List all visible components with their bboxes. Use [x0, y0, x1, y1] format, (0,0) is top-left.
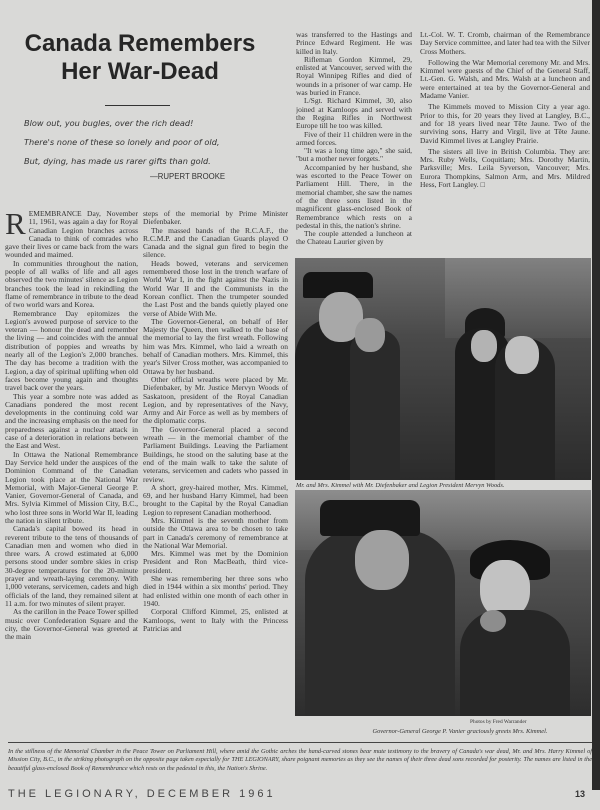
- caption-divider: [8, 742, 592, 743]
- photo2-caption: Governor-General George P. Vanier graciously greets Mrs. Kimmel.: [372, 728, 548, 735]
- paragraph: Other official wreaths were placed by Mr. Diefenbaker, by Mr. Justice Mervyn Woods of Saskatoon, president of the Royal Canadian Legion, and by representatives of the Navy, Army and Air Force as well as by members of the diplomatic corps.: [143, 374, 288, 426]
- paragraph: The Kimmels moved to Mission City a year ago. Prior to this, for 20 years they lived at Langley, B.C., and for 18 years lived near Tête Jaune. Two of the surviving sons, Harry and Virgil, live at Tête Jaune. David Kimmel lives at Langley Prairie.: [420, 102, 590, 145]
- paragraph: This year a sombre note was added as Canadians pondered the most recent developments in the continuing cold war and the increasing emphasis on the need for preparedness against a nuclear attack in case of a deterioration in relations between the East and West.: [5, 391, 138, 451]
- paragraph: Heads bowed, veterans and servicemen remembered those lost in the trench warfare of World War I, in the fight against the Nazis in World War II and the Communists in the Korean conflict. Then the trumpeter sounded the Last Post and the bands quietly played one verse of Abide With Me.: [143, 258, 288, 318]
- epigraph-poem: [24, 118, 234, 175]
- text-column-3: [296, 31, 412, 259]
- title-line-2: Her War-Dead: [61, 58, 219, 85]
- paragraph: The sisters all live in British Columbia. They are: Mrs. Ruby Wells, Coquitlam; Mrs. Dorothy Martin, Parksville; Mrs. Leila Syverson, Vancouver; Mrs. Eurora Thompkins, Salmon Arm, and Mrs. Mildred Hess, Fort Langley. □: [420, 146, 590, 190]
- poem-line: There's none of these so lonely and poor of old,: [24, 137, 220, 147]
- paragraph: She was remembering her three sons who died in 1944 within a six months' period. They had enlisted within one month of each other in 1940.: [143, 574, 288, 608]
- paragraph: L/Sgt. Richard Kimmel, 30, also joined at Kamloops and served with the Regina Rifles in Northwest Europe till he too was killed.: [296, 96, 412, 131]
- paragraph: Five of their 11 children were in the armed forces.: [296, 129, 412, 147]
- paragraph: The Governor-General, on behalf of Her Majesty the Queen, then walked to the base of the memorial to lay the first wreath. Following him was Mrs. Kimmel, who laid a wreath on behalf of Canadian mothers. Mrs. Kimmel, this year's Silver Cross mother, was accompanied to Ottawa by her husband.: [143, 316, 288, 376]
- paragraph: "It was a long time ago," she said, "but a mother never forgets.": [296, 146, 412, 164]
- opposite-page-caption: In the stillness of the Memorial Chamber in the Peace Tower on Parliament Hill, where amid the Gothic arches the hand-carved stones bear mute testimony to the bravery of Canada's war dead, Mr. and Mrs. Harry Kimmel of Mission City, B.C., in the striking photograph on the opposite page taken especially for THE LEGIONARY, share poignant memories as they see the names of their three dead sons recorded for posterity. The names are listed in the beautiful glass-enclosed Book of Remembrance which rests on the pedestal in this, the Nation's Shrine.: [8, 748, 592, 772]
- text-column-1: [5, 210, 138, 767]
- drop-cap: R: [5, 210, 26, 241]
- paragraph: Following the War Memorial ceremony Mr. and Mrs. Kimmel were guests of the Chief of the General Staff, Lt.-Gen. G. Walsh, and Mrs. Walsh at a luncheon and were entertained at tea by the Governor-General and Madame Vanier.: [420, 57, 590, 101]
- paragraph: was transferred to the Hastings and Prince Edward Regiment. He was killed in Italy.: [296, 31, 412, 56]
- page-edge-shadow: [592, 0, 600, 790]
- paragraph: [5, 210, 138, 260]
- photo-kimmels-with-diefenbaker: [295, 258, 591, 480]
- paragraph: The massed bands of the R.C.A.F., the R.C.M.P. and the Canadian Guards played O Canada and the signal gun fired to begin the silence.: [143, 225, 288, 260]
- poem-author: —RUPERT BROOKE: [150, 172, 226, 181]
- paragraph: Corporal Clifford Kimmel, 25, enlisted at Kamloops, went to Italy with the Princess Patricias and: [143, 607, 288, 633]
- paragraph: A short, grey-haired mother, Mrs. Kimmel, 69, and her husband Harry Kimmel, had been brought to the Capital by the Royal Canadian Legion to represent Canadian motherhood.: [143, 482, 288, 517]
- text-column-2: [143, 210, 288, 767]
- article-title: [10, 30, 270, 86]
- poem-line: But, dying, has made us rarer gifts than gold.: [24, 156, 211, 166]
- paragraph: Remembrance Day epitomizes the Legion's avowed purpose of service to the veteran — honour the dead and remember the living — and coincides with the annual distribution of poppies and wreaths by nearly all of the Legion's 2,000 branches. The day has become a tradition with the Legion, a day of spiritual uplifting when old faces become young again and thoughts travel back over the years.: [5, 308, 138, 393]
- publication-footer: THE LEGIONARY, DECEMBER 1961: [8, 788, 276, 800]
- poem-line: Blow out, you bugles, over the rich dead!: [24, 118, 194, 128]
- paragraph: Accompanied by her husband, she was escorted to the Peace Tower on Parliament Hill. There, in the memorial chamber, she saw the names of the three sons listed in the magnificent glass-enclosed Book of Remembrance which rests on a pedestal in this, the nation's shrine.: [296, 162, 412, 230]
- paragraph: The Governor-General placed a second wreath — in the memorial chamber of the Parliament Buildings. Leaving the Parliament Buildings, he stood on the saluting base at the end of the main walk to take the salute of veterans, servicemen and cadets who passed in review.: [143, 424, 288, 484]
- paragraph: Canada's capital bowed its head in reverent tribute to the tens of thousands of Canadian men and women who died in three wars. A crowd estimated at 6,000 persons stood under sombre skies in crisp 30-degree temperatures for the 20-minute prayer and wreath-laying ceremony. With 1,000 veterans, servicemen, cadets and high officials of the land, they remained silent at 11 a.m. for two minutes of silent prayer.: [5, 524, 138, 608]
- paragraph: As the carillon in the Peace Tower spilled music over Confederation Square and the city, the Governor-General was greeted at the main: [5, 607, 138, 642]
- photo-credit: Photos by Fred Warrander: [470, 719, 527, 725]
- title-divider: [105, 105, 170, 106]
- photo-vanier-greets-kimmel: [295, 490, 591, 716]
- paragraph: The couple attended a luncheon at the Chateau Laurier given by: [296, 229, 412, 247]
- page-number: 13: [575, 789, 586, 799]
- title-line-1: Canada Remembers: [24, 30, 256, 57]
- photo1-caption: Mr. and Mrs. Kimmel with Mr. Diefenbaker and Legion President Mervyn Woods.: [296, 482, 505, 489]
- text-column-4: [420, 31, 590, 259]
- paragraph: steps of the memorial by Prime Minister Diefenbaker.: [143, 210, 288, 227]
- paragraph: Mrs. Kimmel was met by the Dominion President and Ron MacBeath, third vice-president.: [143, 549, 288, 575]
- paragraph: In Ottawa the National Remembrance Day Service held under the auspices of the Dominion Command of the Canadian Legion took place at the National War Memorial, with Major-General George P. Vanier, Governor-General of Canada, and Mrs. Sylvia Kimmel of Mission City, B.C., who lost three sons in World War II, leading the nation in silent tribute.: [5, 449, 138, 525]
- paragraph: Lt.-Col. W. T. Cromb, chairman of the Remembrance Day Service committee, and later had tea with the Silver Cross Mothers.: [420, 31, 590, 56]
- paragraph-text: EMEMBRANCE Day, November 11, 1961, was again a day for Royal Canadian Legion branches across Canada to think of comrades who gave their lives or came back from the wars wounded and maimed.: [5, 210, 138, 260]
- paragraph: Rifleman Gordon Kimmel, 29, enlisted at Vancouver, served with the Royal Winnipeg Rifles and died of wounds in a prisoner of war camp. He was buried in France.: [296, 54, 412, 98]
- paragraph: In communities throughout the nation, people of all walks of life and all ages observed the two minutes' silence as Legion branches took the lead in rekindling the flame of remembrance in tribute to the dead of two world wars and Korea.: [5, 258, 138, 310]
- paragraph: Mrs. Kimmel is the seventh mother from outside the Ottawa area to be chosen to take part in Canada's ceremony of remembrance at the National War Memorial.: [143, 515, 288, 550]
